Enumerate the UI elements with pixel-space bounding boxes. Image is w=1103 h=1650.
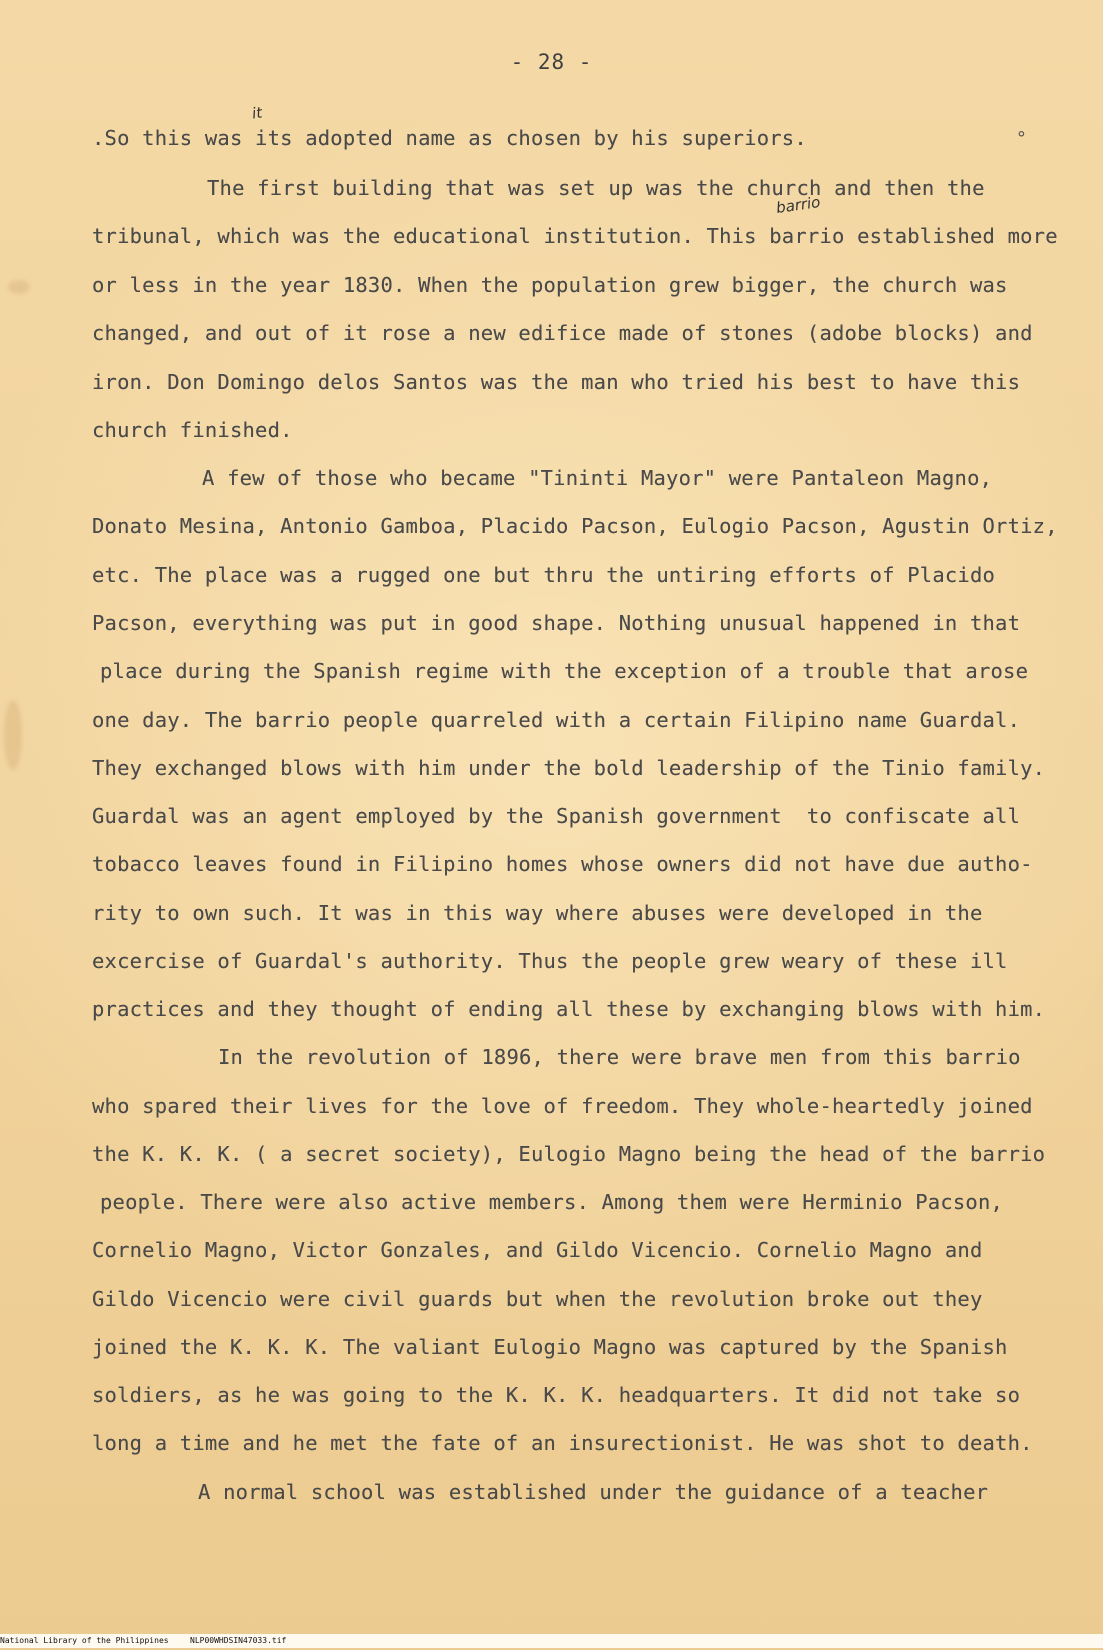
text-line: tobacco leaves found in Filipino homes whose owners did not have due autho- [92, 852, 1033, 876]
text-line: practices and they thought of ending all these by exchanging blows with him. [92, 997, 1046, 1021]
file-name-label: NLP00WHDSIN47033.tif [190, 1636, 287, 1645]
handwritten-correction: it [250, 103, 264, 123]
text-line: joined the K. K. K. The valiant Eulogio Magno was captured by the Spanish [92, 1335, 1008, 1359]
text-line: Donato Mesina, Antonio Gamboa, Placido Pacson, Eulogio Pacson, Agustin Ortiz, [92, 514, 1058, 538]
margin-mark: ° [1016, 128, 1027, 149]
text-line: A few of those who became "Tininti Mayor" were Pantaleon Magno, [202, 466, 993, 490]
paper-stain [8, 280, 30, 294]
text-line: Cornelio Magno, Victor Gonzales, and Gildo Vicencio. Cornelio Magno and [92, 1238, 983, 1262]
text-line: Gildo Vicencio were civil guards but when the revolution broke out they [92, 1287, 983, 1311]
text-line: church finished. [92, 418, 293, 442]
text-line: Pacson, everything was put in good shape. Nothing unusual happened in that [92, 611, 1021, 635]
scan-footer [0, 1634, 1103, 1648]
text-line: who spared their lives for the love of freedom. They whole-heartedly joined [92, 1094, 1033, 1118]
library-label: National Library of the Philippines [0, 1636, 169, 1645]
text-line: etc. The place was a rugged one but thru the untiring efforts of Placido [92, 563, 996, 587]
text-line: the K. K. K. ( a secret society), Eulogio Magno being the head of the barrio [92, 1142, 1046, 1166]
text-line: .So this was its adopted name as chosen by his superiors. [92, 126, 807, 150]
text-line: place during the Spanish regime with the exception of a trouble that arose [100, 659, 1029, 683]
text-line: tribunal, which was the educational institution. This barrio established more [92, 224, 1058, 248]
text-line: or less in the year 1830. When the population grew bigger, the church was [92, 273, 1008, 297]
text-line: They exchanged blows with him under the bold leadership of the Tinio family. [92, 756, 1046, 780]
handwritten-correction: barrio [774, 192, 822, 218]
text-line: A normal school was established under the guidance of a teacher [198, 1480, 989, 1504]
text-line: Guardal was an agent employed by the Spanish government to confiscate all [92, 804, 1021, 828]
page-number: - 28 - [510, 50, 593, 74]
text-line: The first building that was set up was the church and then the [207, 176, 985, 200]
text-line: rity to own such. It was in this way where abuses were developed in the [92, 901, 983, 925]
text-line: In the revolution of 1896, there were brave men from this barrio [218, 1045, 1021, 1069]
text-line: one day. The barrio people quarreled with a certain Filipino name Guardal. [92, 708, 1021, 732]
text-line: long a time and he met the fate of an insurectionist. He was shot to death. [92, 1431, 1033, 1455]
paper-stain [4, 700, 22, 770]
text-line: changed, and out of it rose a new edifice made of stones (adobe blocks) and [92, 321, 1033, 345]
text-line: excercise of Guardal's authority. Thus the people grew weary of these ill [92, 949, 1008, 973]
text-line: iron. Don Domingo delos Santos was the man who tried his best to have this [92, 370, 1021, 394]
text-line: soldiers, as he was going to the K. K. K. headquarters. It did not take so [92, 1383, 1021, 1407]
text-line: people. There were also active members. Among them were Herminio Pacson, [100, 1190, 1004, 1214]
